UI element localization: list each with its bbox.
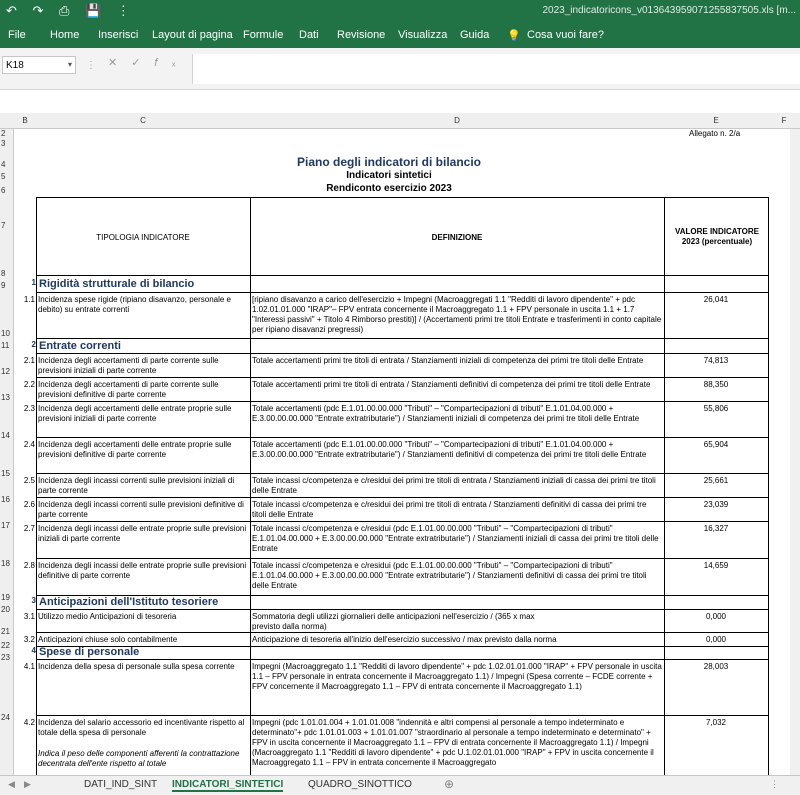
indicator-definition: Totale accertamenti (pdc E.1.01.00.00.000 "Tributi" – "Compartecipazioni di tributi" E.1.01.04.00.000 + E.3.00.00.00.000 "Entrate extratributarie") / Stanziamenti definitivi di competenza dei primi tre titoli delle Entrate	[252, 440, 647, 459]
tab-dati[interactable]: Dati	[299, 29, 319, 41]
indicator-name: Incidenza degli incassi delle entrate proprie sulle previsioni definitive di parte corrente	[38, 561, 247, 580]
tab-revisione[interactable]: Revisione	[337, 29, 386, 41]
table-border	[250, 197, 251, 775]
subtitle-2: Rendiconto esercizio 2023	[326, 183, 452, 194]
table-border	[36, 292, 768, 293]
row-header[interactable]: 14	[1, 431, 10, 440]
indicator-value: 55,806	[703, 404, 729, 413]
row-header[interactable]: 9	[1, 281, 6, 290]
indicator-value: 0,000	[705, 612, 727, 621]
indicator-value: 88,350	[703, 380, 729, 389]
table-border	[664, 197, 665, 775]
formula-controls[interactable]: ✕✓𝑓ₓ	[108, 57, 190, 69]
formula-bar	[0, 48, 800, 90]
row-header[interactable]: 20	[1, 605, 10, 614]
sheet-tab-quadro-sinottico[interactable]: QUADRO_SINOTTICO	[308, 779, 412, 790]
indicator-name: Incidenza del salario accessorio ed incentivante rispetto al totale della spesa di personale	[38, 718, 245, 737]
formula-input[interactable]	[192, 54, 800, 84]
header-tipologia: TIPOLOGIA INDICATORE	[96, 233, 190, 242]
indicator-definition: Sommatoria degli utilizzi giornalieri delle anticipazioni nell'esercizio / (365 x max previsto dalla norma)	[252, 612, 535, 631]
indicator-value: 26,041	[703, 295, 729, 304]
section-number: 4	[31, 646, 36, 655]
row-header[interactable]: 7	[1, 221, 6, 230]
indicator-value: 0,000	[705, 635, 727, 644]
row-header[interactable]: 6	[1, 186, 6, 195]
indicator-name: Incidenza della spesa di personale sulla spesa corrente	[38, 662, 235, 671]
table-border	[36, 632, 768, 633]
window-title: 2023_indicatoricons_v013643959071255837505.xls [m...	[542, 5, 796, 16]
row-header[interactable]: 18	[1, 559, 10, 568]
row-header[interactable]: 21	[1, 627, 10, 636]
tab-formule[interactable]: Formule	[243, 29, 284, 41]
row-header[interactable]: 15	[1, 469, 10, 478]
row-header[interactable]: 8	[1, 269, 6, 278]
table-border	[36, 437, 768, 438]
col-header-e[interactable]: E	[713, 116, 719, 125]
section-title: Spese di personale	[39, 646, 140, 658]
tab-file[interactable]: File	[8, 29, 26, 41]
quick-access-toolbar[interactable]: ↶ ↷ ⎙ 💾 ⋮	[6, 3, 136, 18]
indicator-definition: [ripiano disavanzo a carico dell'esercizio + Impegni (Macroaggregati 1.1 "Redditi di lavoro dipendente" + pdc 1.02.01.01.000 "IRAP"– FPV entrata concernente il Macroaggregato 1.1 + FPV personale in uscita 1.1 + 1.7 "Interessi passivi" + Titolo 4 Rimborso prestiti)] / (Accertamenti primi tre titoli Entrate e trasferimenti in conto capitale per ripiano disavanzi pregressi)	[252, 295, 662, 334]
col-header-b[interactable]: B	[22, 116, 28, 125]
sheet-tabs	[0, 775, 800, 795]
more-sheets-icon[interactable]: ⋮	[770, 779, 779, 789]
col-header-d[interactable]: D	[454, 116, 460, 125]
indicator-name: Incidenza degli accertamenti di parte corrente sulle previsioni definitive di parte corrente	[38, 380, 219, 399]
section-number: 3	[31, 596, 36, 605]
row-header[interactable]: 4	[1, 160, 6, 169]
indicator-name: Incidenza spese rigide (ripiano disavanzo, personale e debito) su entrate correnti	[38, 295, 232, 314]
table-border	[36, 473, 768, 474]
tab-home[interactable]: Home	[50, 29, 80, 41]
table-border	[36, 275, 768, 276]
indicator-value: 65,904	[703, 440, 729, 449]
tab-layout[interactable]: Layout di pagina	[152, 29, 233, 41]
indicator-value: 16,327	[703, 524, 729, 533]
row-header[interactable]: 5	[1, 172, 6, 181]
indicator-number: 2.4	[23, 440, 35, 449]
chevron-down-icon[interactable]: ▾	[67, 60, 72, 69]
indicator-definition: Totale incassi c/competenza e c/residui dei primi tre titoli di entrata / Stanziamenti definitivi di cassa dei primi tre titoli delle Entrate	[252, 500, 647, 519]
indicator-number: 2.1	[23, 356, 35, 365]
row-header[interactable]: 12	[1, 367, 10, 376]
indicator-value: 7,032	[705, 718, 727, 727]
lightbulb-icon: 💡	[507, 30, 521, 42]
indicator-number: 2.8	[23, 561, 35, 570]
table-border	[36, 377, 768, 378]
spreadsheet-grid[interactable]	[14, 129, 800, 775]
row-header[interactable]: 2	[1, 129, 6, 138]
indicator-definition: Totale accertamenti primi tre titoli di entrata / Stanziamenti definitivi di competenza dei primi tre titoli delle Entrate	[252, 380, 651, 389]
table-border	[36, 197, 37, 775]
header-valore: VALORE INDICATORE 2023 (percentuale)	[674, 227, 759, 246]
row-header[interactable]: 13	[1, 393, 10, 402]
indicator-number: 2.3	[23, 404, 35, 413]
tab-guida[interactable]: Guida	[460, 29, 490, 41]
indicator-name: Utilizzo medio Anticipazioni di tesoreria	[38, 612, 177, 621]
indicator-number: 4.2	[23, 718, 35, 727]
indicator-definition: Totale incassi c/competenza e c/residui (pdc E.1.01.00.00.000 "Tributi" – "Compartecipazioni di tributi" E.1.01.04.00.000 + E.3.00.00.00.000 "Entrate extratributarie") / Stanziamenti definitivi di cassa dei primi tre titoli delle Entrate	[252, 561, 647, 590]
section-title: Entrate correnti	[39, 340, 121, 352]
table-border	[36, 353, 768, 354]
indicator-definition: Totale accertamenti (pdc E.1.01.00.00.000 "Tributi" – "Compartecipazioni di tributi" E.1.01.04.00.000 + E.3.00.00.00.000 "Entrate extratributarie") / Stanziamenti iniziali di competenza dei primi tre titoli delle Entrate	[252, 404, 640, 423]
more-icon: ⋮	[86, 60, 96, 71]
tab-scroll-left-icon[interactable]: ◀	[8, 779, 15, 789]
section-title: Rigidità strutturale di bilancio	[39, 278, 195, 290]
subtitle: Indicatori sintetici	[346, 170, 432, 181]
indicator-definition: Anticipazione di tesoreria all'inizio dell'esercizio successivo / max previsto dalla norma	[252, 635, 557, 644]
tab-visualizza[interactable]: Visualizza	[398, 29, 448, 41]
table-border	[768, 197, 769, 775]
sheet-tab-dati-ind-sint[interactable]: DATI_IND_SINT	[84, 779, 158, 790]
tab-scroll-right-icon[interactable]: ▶	[24, 779, 31, 789]
indicator-name: Incidenza degli accertamenti delle entrate proprie sulle previsioni definitive di parte corrente	[38, 440, 232, 459]
add-sheet-icon[interactable]: ⊕	[444, 777, 455, 791]
table-border	[36, 197, 768, 198]
page-title: Piano degli indicatori di bilancio	[296, 155, 482, 169]
indicator-number: 2.5	[23, 476, 35, 485]
section-number: 2	[31, 340, 36, 349]
section-number: 1	[31, 278, 36, 287]
indicator-name: Incidenza degli accertamenti di parte corrente sulle previsioni iniziali di parte corrente	[38, 356, 219, 375]
section-title: Anticipazioni dell'Istituto tesoriere	[39, 596, 219, 608]
row-header[interactable]: 24	[1, 713, 10, 722]
row-header[interactable]: 19	[1, 593, 10, 602]
row-header[interactable]: 22	[1, 641, 10, 650]
indicator-name: Anticipazioni chiuse solo contabilmente	[38, 635, 178, 644]
indicator-number: 4.1	[23, 662, 35, 671]
table-border	[36, 401, 768, 402]
indicator-number: 3.2	[23, 635, 35, 644]
table-border	[36, 646, 768, 647]
indicator-definition: Totale accertamenti primi tre titoli di entrata / Stanziamenti iniziali di competenza dei primi tre titoli delle Entrate	[252, 356, 644, 365]
allegato-label: Allegato n. 2/a	[689, 129, 741, 138]
header-definizione: DEFINIZIONE	[431, 233, 483, 242]
row-header[interactable]: 11	[1, 341, 10, 350]
column-headers	[0, 113, 800, 129]
indicator-note: Indica il peso delle componenti afferenti la contrattazione decentrata dell'ente rispetto al totale	[38, 749, 240, 768]
indicator-definition: Impegni (pdc 1.01.01.004 + 1.01.01.008 "indennità e altri compensi al personale a tempo indeterminato e determinato"+ pdc 1.01.01.003 + 1.01.01.007 "straordinario al personale a tempo indeterminato e determinato" + FPV in uscita concernente il Macroaggregato 1.1 – FPV di entrata concernente il Macroaggregato 1.1) / Impegni (Macroaggregato 1.1 "Redditi di lavoro dipendente" + pdc U.1.02.01.01.000 "IRAP" + FPV in uscita concernente il Macroaggregato 1.1 – FPV in entrata concernente il Macroaggregato	[252, 718, 654, 767]
col-header-f[interactable]: F	[781, 116, 787, 125]
vertical-scrollbar[interactable]	[790, 129, 800, 775]
indicator-value: 23,039	[703, 500, 729, 509]
indicator-value: 14,659	[703, 561, 729, 570]
table-border	[36, 497, 768, 498]
indicator-value: 25,661	[703, 476, 729, 485]
indicator-definition: Totale incassi c/competenza e c/residui dei primi tre titoli di entrata / Stanziamenti iniziali di cassa dei primi tre titoli delle Entrate	[252, 476, 656, 495]
row-header[interactable]: 23	[1, 653, 10, 662]
indicator-number: 2.6	[23, 500, 35, 509]
indicator-name: Incidenza degli incassi correnti sulle previsioni iniziali di parte corrente	[38, 476, 235, 495]
indicator-name: Incidenza degli incassi delle entrate proprie sulle previsioni iniziali di parte corrente	[38, 524, 247, 543]
tell-me-search[interactable]: Cosa vuoi fare?	[527, 29, 605, 41]
indicator-number: 1.1	[23, 295, 35, 304]
row-headers	[0, 129, 14, 775]
sheet-tab-indicatori-sintetici[interactable]: INDICATORI_SINTETICI	[172, 779, 284, 790]
row-header[interactable]: 3	[1, 139, 6, 148]
indicator-value: 74,813	[703, 356, 729, 365]
indicator-number: 3.1	[23, 612, 35, 621]
row-header[interactable]: 16	[1, 495, 10, 504]
indicator-number: 2.2	[23, 380, 35, 389]
table-border	[36, 558, 768, 559]
indicator-name: Incidenza degli incassi correnti sulle previsioni definitive di parte corrente	[38, 500, 244, 519]
indicator-definition: Impegni (Macroaggregato 1.1 "Redditi di lavoro dipendente" + pdc 1.02.01.01.000 "IRAP" + FPV personale in uscita 1.1 – FPV personale in entrata concernente il Macroaggregato 1.1) / Impegni (Spesa corrente – FCDE corrente + FPV concernente il Macroaggregato 1.1 – FPV di entrata concernente il Macroaggregato 1.1)	[252, 662, 662, 691]
title-bar	[0, 0, 800, 22]
row-header[interactable]: 10	[1, 329, 10, 338]
table-border	[36, 521, 768, 522]
table-border	[36, 609, 768, 610]
ribbon	[0, 22, 800, 48]
indicator-number: 2.7	[23, 524, 35, 533]
indicator-definition: Totale incassi c/competenza e c/residui (pdc E.1.01.00.00.000 "Tributi" – "Compartecipazioni di tributi" E.1.01.04.00.000 + E.3.00.00.00.000 "Entrate extratributarie") / Stanziamenti iniziali di cassa dei primi tre titoli delle Entrate	[252, 524, 659, 553]
tab-inserisci[interactable]: Inserisci	[98, 29, 139, 41]
indicator-name: Incidenza degli accertamenti delle entrate proprie sulle previsioni iniziali di parte corrente	[38, 404, 232, 423]
name-box[interactable]: K18 ▾	[2, 56, 76, 74]
col-header-c[interactable]: C	[140, 116, 146, 125]
table-border	[36, 338, 768, 339]
table-border	[36, 659, 768, 660]
row-header[interactable]: 17	[1, 521, 10, 530]
indicator-value: 28,003	[703, 662, 729, 671]
table-border	[36, 715, 768, 716]
